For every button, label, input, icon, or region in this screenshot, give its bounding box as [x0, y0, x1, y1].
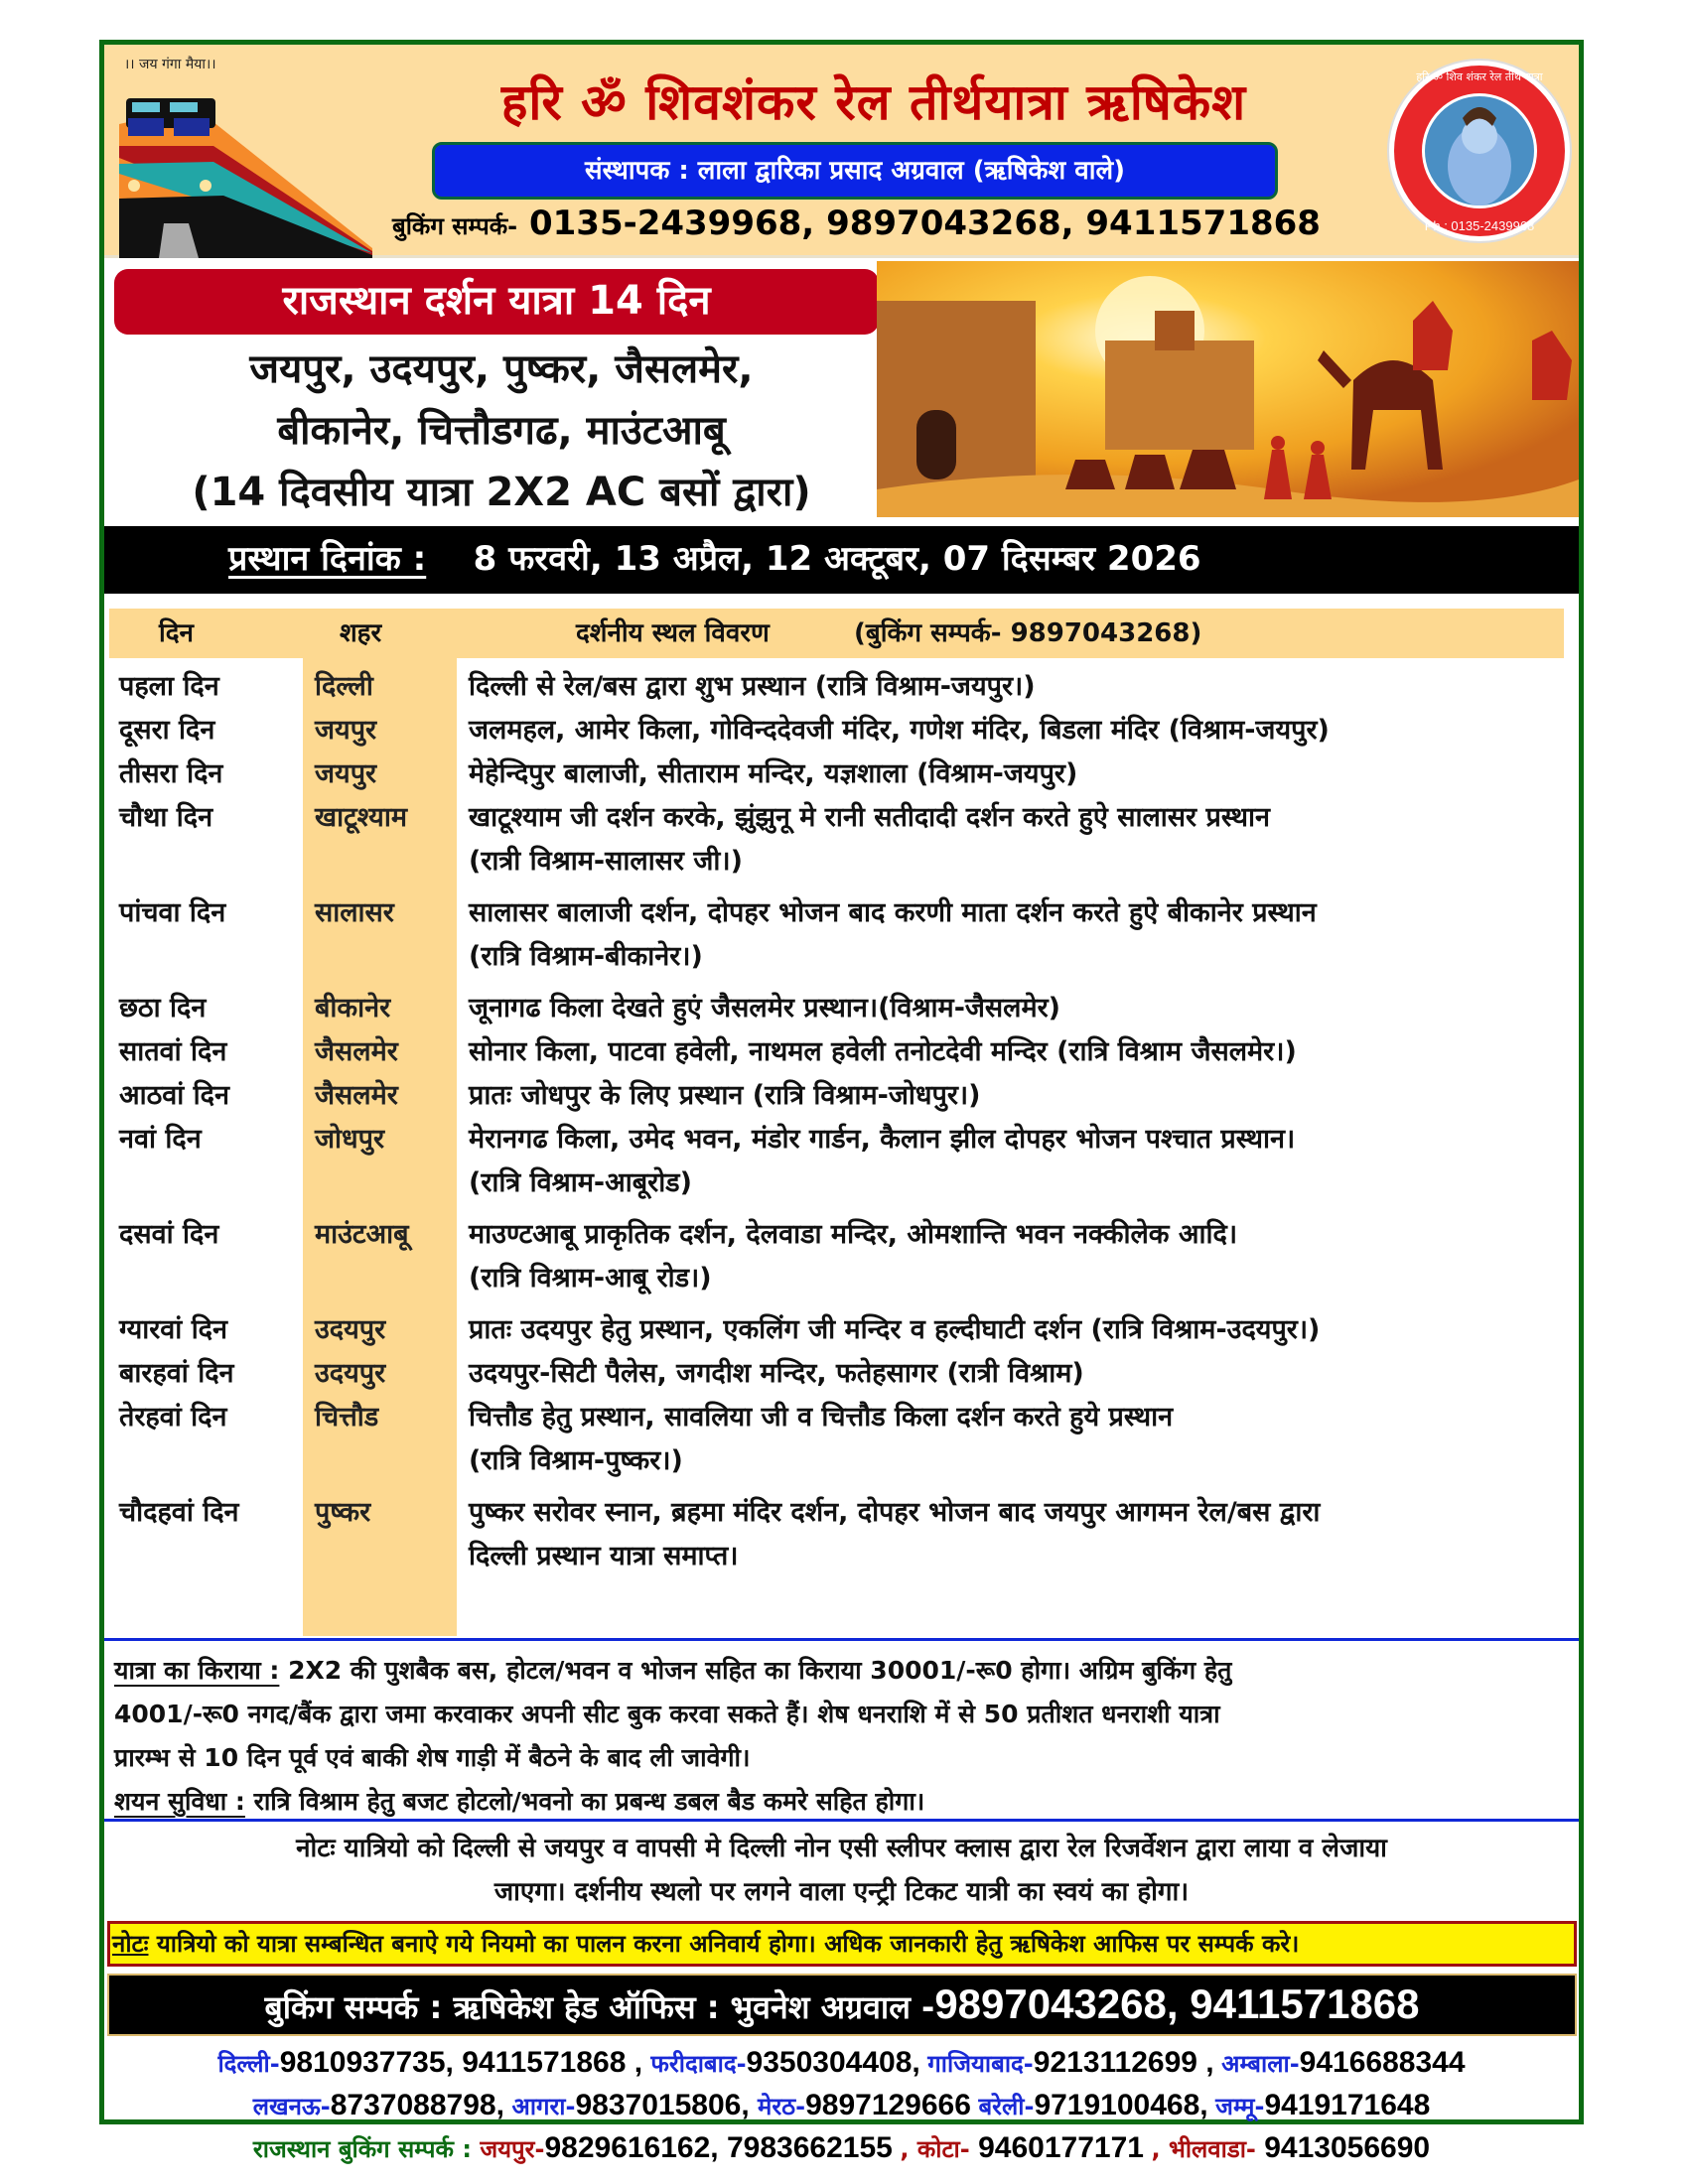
contact-place: फरीदाबाद- — [650, 2050, 747, 2078]
org-title: हरि ॐ शिवशंकर रेल तीर्थयात्रा ऋषिकेश — [500, 73, 1247, 131]
header-booking-numbers: 0135-2439968, 9897043268, 9411571868 — [528, 204, 1321, 243]
row-desc: दिल्ली से रेल/बस द्वारा शुभ प्रस्थान (रात्रि विश्राम-जयपुर।) — [469, 671, 1036, 702]
itinerary-row — [109, 1074, 1579, 1118]
contacts-line-1 — [104, 2042, 1579, 2085]
itinerary-row — [109, 987, 1579, 1030]
departure-dates-bar — [104, 526, 1579, 594]
cities-line-2: बीकानेर, चित्तौडगढ, माउंटआबू — [277, 408, 726, 454]
contact-number: 9810937735, 9411571868 , — [279, 2046, 651, 2079]
row-day: तीसरा दिन — [119, 758, 223, 789]
row-city: जैसलमेर — [315, 1036, 398, 1067]
contact-place: अम्बाला- — [1221, 2050, 1300, 2078]
itinerary-row — [109, 1213, 1579, 1300]
row-desc-line-2: (रात्री विश्राम-सालासर जी।) — [469, 846, 743, 877]
row-city: माउंटआबू — [315, 1219, 409, 1250]
itinerary-row — [109, 709, 1579, 752]
itinerary-row — [109, 665, 1579, 709]
fare-section — [104, 1638, 1579, 1822]
row-day: छठा दिन — [119, 993, 207, 1024]
row-desc — [457, 1213, 1579, 1300]
row-city: पुष्कर — [315, 1497, 371, 1528]
departure-dates: 8 फरवरी, 13 अप्रैल, 12 अक्टूबर, 07 दिसम्बर 2026 — [473, 539, 1201, 579]
itinerary-row — [109, 1308, 1579, 1352]
cities-line-1: जयपुर, उदयपुर, पुष्कर, जैसलमेर, — [249, 346, 754, 392]
row-day: दसवां दिन — [119, 1219, 219, 1250]
contact-place: मेरठ- — [758, 2093, 806, 2120]
rail-note-line-2: जाएगा। दर्शनीय स्थलो पर लगने वाला एन्ट्री टिकट यात्री का स्वयं का होगा। — [493, 1877, 1190, 1907]
itinerary-row — [109, 1352, 1579, 1396]
contact-place: जम्मू- — [1215, 2093, 1265, 2120]
row-desc-line-1: माउण्टआबू प्राकृतिक दर्शन, देलवाडा मन्दिर, ओमशान्ति भवन नक्कीलेक आदि। — [469, 1219, 1238, 1250]
departure-label: प्रस्थान दिनांक : — [228, 539, 427, 579]
fare-text-1: 2X2 की पुशबैक बस, होटल/भवन व भोजन सहित का किराया 30001/-रू0 होगा। अग्रिम बुकिंग हेतु — [279, 1656, 1232, 1685]
row-day: बारहवां दिन — [119, 1358, 234, 1389]
row-desc-line-2: (रात्रि विश्राम-आबू रोड।) — [469, 1263, 712, 1294]
row-desc-line-1: खाटूश्याम जी दर्शन करके, झुंझुनू मे रानी सतीदादी दर्शन करते हुऐ सालासर प्रस्थान — [469, 802, 1271, 833]
itinerary-row — [109, 1396, 1579, 1483]
rajasthan-booking-label: राजस्थान बुकिंग सम्पर्क : — [252, 2135, 481, 2163]
header-details: दर्शनीय स्थल विवरण — [576, 618, 770, 648]
shiva-seal-logo-icon — [1385, 57, 1574, 245]
row-desc-line-1: चित्तौड हेतु प्रस्थान, सावलिया जी व चित्तौड किला दर्शन करते हुये प्रस्थान — [469, 1402, 1174, 1433]
contacts-line-3 — [104, 2127, 1579, 2170]
row-day: सातवां दिन — [119, 1036, 227, 1067]
contact-number: 9719100468, — [1034, 2089, 1208, 2121]
tour-cities — [114, 339, 889, 523]
fare-text-2: 4001/-रू0 नगद/बैंक द्वारा जमा करवाकर अपनी सीट बुक करवा सकते हैं। शेष धनराशि में से 50 प्रतीशत धनराशी यात्रा — [114, 1700, 1220, 1728]
brochure-frame — [99, 40, 1584, 2164]
rail-note — [124, 1827, 1559, 1914]
contact-number: 9837015806, — [575, 2089, 758, 2121]
fare-text-3: प्रारम्भ से 10 दिन पूर्व एवं बाकी शेष गाड़ी में बैठने के बाद ली जावेगी। — [114, 1743, 751, 1772]
rules-note — [107, 1921, 1577, 1967]
row-desc — [457, 1118, 1579, 1205]
row-day: चौथा दिन — [119, 802, 213, 833]
contact-place: आगरा- — [511, 2093, 576, 2120]
row-day: पांचवा दिन — [119, 897, 226, 928]
itinerary-header — [109, 609, 1564, 658]
contact-number: 8737088798, — [330, 2089, 504, 2121]
row-city: बीकानेर — [315, 993, 391, 1024]
rules-note-label: नोटः — [112, 1930, 149, 1958]
row-day: नवां दिन — [119, 1124, 202, 1155]
itinerary-row — [109, 1491, 1579, 1578]
contact-place: जयपुर- — [480, 2135, 545, 2163]
head-office-numbers: 9897043268, 9411571868 — [934, 1980, 1420, 2027]
row-desc-line-1: मेरानगढ किला, उमेद भवन, मंडोर गार्डन, कैलान झील दोपहर भोजन पश्चात प्रस्थान। — [469, 1124, 1296, 1155]
row-city: जयपुर — [315, 715, 377, 746]
row-city: सालासर — [315, 897, 394, 928]
itinerary-row — [109, 796, 1579, 884]
rules-note-text: यात्रियो को यात्रा सम्बन्धित बनाऐ गये नियमो का पालन करना अनिवार्य होगा। अधिक जानकारी हेतु ऋषिकेश आफिस पर सम्पर्क करे। — [148, 1930, 1300, 1958]
row-city: खाटूश्याम — [315, 802, 407, 833]
row-desc: प्रातः जोधपुर के लिए प्रस्थान (रात्रि विश्राम-जोधपुर।) — [469, 1080, 981, 1111]
contact-place: लखनऊ- — [252, 2093, 331, 2120]
row-day: चौदहवां दिन — [119, 1497, 239, 1528]
tagline: ।। जय गंगा मैया।। — [124, 57, 216, 72]
contact-place: गाजियाबाद- — [927, 2050, 1034, 2078]
row-city: जैसलमेर — [315, 1080, 398, 1111]
row-city: दिल्ली — [315, 671, 373, 702]
itinerary-row — [109, 1030, 1579, 1074]
header-booking: (बुकिंग सम्पर्क- 9897043268) — [854, 618, 1202, 648]
itinerary-row — [109, 891, 1579, 979]
head-office-label: बुकिंग सम्पर्क : ऋषिकेश हेड ऑफिस : भुवनेश अग्रवाल - — [264, 1988, 935, 2026]
row-desc — [457, 796, 1579, 884]
contact-place: , कोटा- — [900, 2135, 979, 2163]
contact-number: 9413056690 — [1264, 2131, 1431, 2164]
tour-title: राजस्थान दर्शन यात्रा 14 दिन — [114, 269, 879, 335]
contact-number: 9416688344 — [1299, 2046, 1466, 2079]
header — [104, 45, 1579, 258]
header-booking-contact — [392, 204, 1435, 243]
stay-label: शयन सुविधा : — [114, 1787, 245, 1816]
row-day: पहला दिन — [119, 671, 219, 702]
row-city: जोधपुर — [315, 1124, 385, 1155]
svg-text:हरि ॐ शिव शंकर रेल तीर्थ यात्र: हरि ॐ शिव शंकर रेल तीर्थ यात्रा — [1416, 70, 1543, 83]
row-day: तेरहवां दिन — [119, 1402, 227, 1433]
rail-note-line-1: नोटः यात्रियो को दिल्ली से जयपुर व वापसी मे दिल्ली नोन एसी स्लीपर क्लास द्वारा रेल रिजर्वेशन द्वारा लाया व लेजाया — [296, 1834, 1387, 1863]
row-desc-line-1: सालासर बालाजी दर्शन, दोपहर भोजन बाद करणी माता दर्शन करते हुऐ बीकानेर प्रस्थान — [469, 897, 1317, 928]
row-city: उदयपुर — [315, 1314, 386, 1345]
itinerary-row — [109, 1118, 1579, 1205]
row-city: चित्तौड — [315, 1402, 379, 1433]
row-city: उदयपुर — [315, 1358, 386, 1389]
row-desc-line-1: पुष्कर सरोवर स्नान, ब्रहमा मंदिर दर्शन, दोपहर भोजन बाद जयपुर आगमन रेल/बस द्वारा — [469, 1497, 1321, 1528]
contact-number: 9350304408, — [746, 2046, 920, 2079]
contact-place: , भीलवाडा- — [1151, 2135, 1265, 2163]
row-desc: प्रातः उदयपुर हेतु प्रस्थान, एकलिंग जी मन्दिर व हल्दीघाटी दर्शन (रात्रि विश्राम-उदयपुर।) — [469, 1314, 1321, 1345]
founder-banner: संस्थापक : लाला द्वारिका प्रसाद अग्रवाल (ऋषिकेश वाले) — [432, 142, 1278, 200]
branch-contacts — [104, 2042, 1579, 2170]
head-office-booking-bar — [107, 1974, 1577, 2036]
contact-number: 9460177171 — [978, 2131, 1144, 2164]
row-desc: मेहेन्दिपुर बालाजी, सीताराम मन्दिर, यज्ञशाला (विश्राम-जयपुर) — [469, 758, 1078, 789]
row-day: ग्यारवां दिन — [119, 1314, 228, 1345]
row-desc — [457, 1491, 1579, 1578]
row-day: आठवां दिन — [119, 1080, 230, 1111]
rajasthan-hero-image — [877, 261, 1579, 517]
itinerary-row — [109, 752, 1579, 796]
row-city: जयपुर — [315, 758, 377, 789]
row-day: दूसरा दिन — [119, 715, 215, 746]
contact-number: 9897129666 — [805, 2089, 971, 2121]
itinerary-rows — [109, 665, 1579, 1578]
row-desc-line-2: (रात्रि विश्राम-बीकानेर।) — [469, 941, 703, 972]
row-desc — [457, 1396, 1579, 1483]
contact-place: दिल्ली- — [217, 2050, 280, 2078]
header-city: शहर — [340, 618, 382, 648]
header-day: दिन — [159, 618, 194, 648]
row-desc: सोनार किला, पाटवा हवेली, नाथमल हवेली तनोटदेवी मन्दिर (रात्रि विश्राम जैसलमेर।) — [469, 1036, 1297, 1067]
row-desc: जलमहल, आमेर किला, गोविन्ददेवजी मंदिर, गणेश मंदिर, बिडला मंदिर (विश्राम-जयपुर) — [469, 715, 1330, 746]
contact-number: 9213112699 , — [1033, 2046, 1214, 2079]
row-desc-line-2: दिल्ली प्रस्थान यात्रा समाप्त। — [469, 1541, 739, 1571]
row-desc — [457, 891, 1579, 979]
row-desc-line-2: (रात्रि विश्राम-पुष्कर।) — [469, 1445, 683, 1476]
header-booking-label: बुकिंग सम्पर्क- — [392, 212, 518, 240]
row-desc: जूनागढ किला देखते हुएं जैसलमेर प्रस्थान।(विश्राम-जैसलमेर) — [469, 993, 1061, 1024]
row-desc-line-2: (रात्रि विश्राम-आबूरोड) — [469, 1167, 692, 1198]
tour-mode: (14 दिवसीय यात्रा 2X2 AC बसों द्वारा) — [192, 470, 811, 515]
contact-number: 9419171648 — [1264, 2089, 1431, 2121]
fare-label: यात्रा का किराया : — [114, 1656, 280, 1685]
svg-text:Ph.: 0135-2439968: Ph.: 0135-2439968 — [1424, 218, 1535, 233]
contact-place: बरेली- — [978, 2093, 1035, 2120]
row-desc: उदयपुर-सिटी पैलेस, जगदीश मन्दिर, फतेहसागर (रात्री विश्राम) — [469, 1358, 1084, 1389]
stay-text: रात्रि विश्राम हेतु बजट होटलो/भवनो का प्रबन्ध डबल बैड कमरे सहित होगा। — [244, 1787, 925, 1816]
contacts-line-2 — [104, 2085, 1579, 2127]
contact-number: 9829616162, 7983662155 — [544, 2131, 893, 2164]
